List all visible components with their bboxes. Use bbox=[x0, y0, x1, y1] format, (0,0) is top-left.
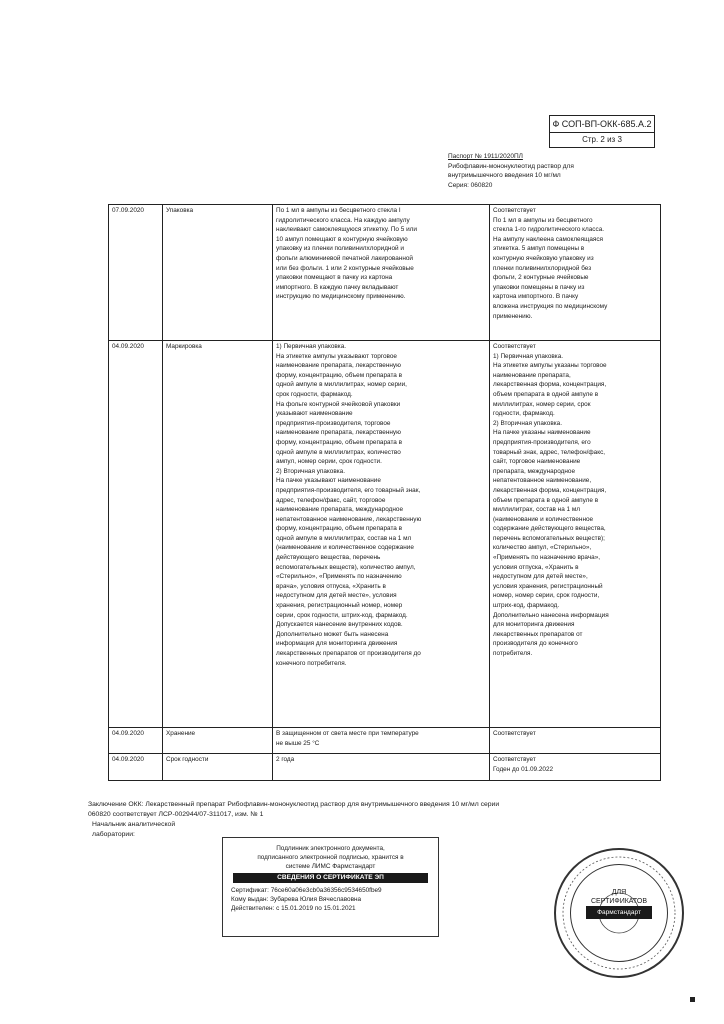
result-line: картона импортного. В пачку bbox=[493, 293, 579, 301]
result-line: Соответствует bbox=[493, 730, 536, 737]
result-line: препарата, международное bbox=[493, 467, 576, 475]
result-line: предприятия-производителя, его bbox=[493, 438, 591, 446]
requirement-line: одной ампуле в миллилитрах, состав на 1 мл bbox=[276, 534, 412, 542]
result-line: этикетка. 5 ампул помещены в bbox=[493, 245, 585, 253]
result-line: объем препарата в одной ампуле в bbox=[493, 496, 599, 504]
requirement-line: В защищенном от света месте при температуре bbox=[276, 730, 419, 737]
requirement-line: серии, срок годности, штрих-код, фармакод. bbox=[276, 611, 408, 619]
result-line: номер, номер серии, срок годности, bbox=[493, 592, 600, 600]
requirement-line: непатентованное наименование, лекарственную bbox=[276, 515, 422, 523]
result-line: 2) Вторичная упаковка. bbox=[493, 419, 562, 427]
table-body bbox=[109, 205, 661, 781]
requirement-line: конечного потребителя. bbox=[276, 659, 347, 667]
requirement-line: импортного. В каждую пачку вкладывают bbox=[276, 283, 399, 291]
conclusion bbox=[88, 800, 648, 840]
table-row bbox=[109, 754, 661, 781]
requirement-line: хранения, регистрационный номер, номер bbox=[276, 602, 403, 610]
indicator-cell: Хранение bbox=[163, 728, 273, 754]
requirement-line: форму, концентрацию, объем препарата в bbox=[276, 525, 403, 533]
date-cell: 07.09.2020 bbox=[109, 205, 163, 341]
indicator-cell: Маркировка bbox=[163, 341, 273, 728]
requirement-line: действующего вещества, перечень bbox=[276, 554, 381, 562]
product-name-line-1: Рибофлавин-мононуклеотид раствор для bbox=[448, 162, 574, 170]
certificate-owner: Кому выдан: Зубарева Юлия Вячеславовна bbox=[231, 896, 362, 903]
result-cell bbox=[490, 205, 661, 341]
conclusion-line-1: Заключение ОКК: Лекарственный препарат Рибофлавин-мононуклеотид раствор для внутримышечного введения 10 мг/мл серии bbox=[88, 801, 500, 808]
result-line: условия хранения, регистрационный bbox=[493, 582, 603, 590]
form-code: Ф СОП-ВП-ОКК-685.А.2 bbox=[549, 115, 655, 133]
table-row bbox=[109, 341, 661, 728]
result-line: сайт, торговое наименование bbox=[493, 458, 581, 466]
requirement-line: фольги алюминиевой печатной лакированной bbox=[276, 254, 413, 262]
date-cell: 04.09.2020 bbox=[109, 754, 163, 781]
requirement-line: 10 ампул помещают в контурную ячейковую bbox=[276, 235, 408, 243]
requirement-line: врача», условия отпуска, «Хранить в bbox=[276, 582, 386, 590]
esign-line-2: подписанного электронной подписью, хранится в bbox=[257, 854, 404, 861]
date-cell: 04.09.2020 bbox=[109, 341, 163, 728]
requirement-cell bbox=[273, 341, 490, 728]
requirement-line: указывают наименование bbox=[276, 410, 353, 418]
result-line: условия отпуска, «Хранить в bbox=[493, 563, 579, 571]
result-cell bbox=[490, 728, 661, 754]
indicator-cell: Упаковка bbox=[163, 205, 273, 341]
result-line: лекарственная форма, концентрация, bbox=[493, 486, 607, 494]
product-name-line-2: внутримышечного введения 10 мг/мл bbox=[448, 172, 561, 179]
result-line: упаковки помещены в пачку из bbox=[493, 283, 585, 291]
result-line: производителя до конечного bbox=[493, 640, 578, 648]
result-line: миллилитрах, номер серии, срок bbox=[493, 400, 591, 408]
corner-mark bbox=[690, 997, 695, 1002]
result-line: объем препарата в одной ампуле в bbox=[493, 390, 599, 398]
result-line: товарный знак, адрес, телефон/факс, bbox=[493, 448, 606, 456]
requirement-line: информация для мониторинга движения bbox=[276, 640, 398, 648]
result-line: недоступном для детей месте», bbox=[493, 573, 588, 581]
esign-header bbox=[223, 844, 438, 871]
requirement-line: одной ампуле в миллилитрах, количество bbox=[276, 448, 401, 456]
result-line: По 1 мл в ампулы из бесцветного bbox=[493, 216, 593, 224]
requirement-line: одной ампуле в миллилитрах, номер серии, bbox=[276, 381, 407, 389]
requirement-line: форму, концентрацию, объем препарата в bbox=[276, 438, 403, 446]
result-line: На пачке указаны наименование bbox=[493, 429, 591, 437]
date-cell: 04.09.2020 bbox=[109, 728, 163, 754]
requirement-line: упаковку из пленки поливинилхлоридной и bbox=[276, 245, 404, 253]
indicator-cell: Срок годности bbox=[163, 754, 273, 781]
requirement-line: инструкцию по медицинскому применению. bbox=[276, 293, 406, 301]
requirement-line: наклеивают самоклеящуюся этикетку. По 5 или bbox=[276, 226, 417, 234]
requirement-line: По 1 мл в ампулы из бесцветного стекла I bbox=[276, 207, 401, 214]
result-line: штрих-код, фармакод. bbox=[493, 602, 560, 610]
result-line: Соответствует bbox=[493, 343, 536, 350]
page-number: Стр. 2 из 3 bbox=[549, 133, 655, 148]
result-line: перечень вспомогательных веществ); bbox=[493, 534, 605, 542]
result-line: Соответствует bbox=[493, 756, 536, 763]
result-line: Годен до 01.09.2022 bbox=[493, 765, 554, 773]
requirement-line: Допускается нанесение внутренних кодов. bbox=[276, 621, 403, 629]
esign-line-3: системе ЛИМС Фармстандарт bbox=[285, 863, 376, 870]
requirement-line: 2 года bbox=[276, 756, 295, 763]
result-line: пленки поливинилхлоридной без bbox=[493, 264, 592, 272]
result-line: фольги, 2 контурные ячейковые bbox=[493, 274, 589, 282]
requirement-line: предприятия-производителя, его товарный знак, bbox=[276, 486, 421, 494]
requirement-cell bbox=[273, 754, 490, 781]
result-line: На этикетке ампулы указаны торговое bbox=[493, 362, 607, 370]
esign-line-1: Подлинник электронного документа, bbox=[276, 845, 385, 852]
result-cell bbox=[490, 754, 661, 781]
requirement-line: 2) Вторичная упаковка. bbox=[276, 467, 345, 475]
requirement-cell bbox=[273, 728, 490, 754]
passport-header bbox=[448, 152, 658, 190]
result-line: 1) Первичная упаковка. bbox=[493, 352, 564, 360]
requirement-line: упаковки помещают в пачку из картона bbox=[276, 274, 393, 282]
requirement-line: наименование препарата, международное bbox=[276, 506, 403, 514]
result-line: лекарственных препаратов от bbox=[493, 630, 583, 638]
result-line: содержание действующего вещества, bbox=[493, 525, 606, 533]
conclusion-line-2: 060820 соответствует ЛСР-002944/07-311017, изм. № 1 bbox=[88, 811, 264, 818]
result-line: «Применять по назначению врача», bbox=[493, 554, 601, 562]
result-line: миллилитрах, состав на 1 мл bbox=[493, 506, 580, 514]
certificate-banner: СВЕДЕНИЯ О СЕРТИФИКАТЕ ЭП bbox=[233, 873, 428, 883]
result-cell bbox=[490, 341, 661, 728]
test-results-table bbox=[108, 204, 661, 781]
result-line: Дополнительно нанесена информация bbox=[493, 611, 609, 619]
requirement-line: Дополнительно может быть нанесена bbox=[276, 630, 389, 638]
signer-title-line-2: лаборатории: bbox=[92, 831, 135, 838]
result-line: наименование препарата, bbox=[493, 371, 571, 379]
result-line: количество ампул, «Стерильно», bbox=[493, 544, 592, 552]
requirement-line: или без фольги. 1 или 2 контурные ячейковые bbox=[276, 264, 414, 272]
result-line: годности, фармакод. bbox=[493, 410, 555, 418]
company-seal bbox=[554, 848, 684, 978]
requirement-cell bbox=[273, 205, 490, 341]
requirement-line: 1) Первичная упаковка. bbox=[276, 343, 347, 350]
table-row bbox=[109, 205, 661, 341]
result-line: На ампулу наклеена самоклеящаяся bbox=[493, 235, 603, 243]
certificate-validity: Действителен: с 15.01.2019 по 15.01.2021 bbox=[231, 905, 356, 912]
requirement-line: «Стерильно», «Применять по назначению bbox=[276, 573, 402, 581]
certificate-number: Сертификат: 76ce60a06e3cb0a36356c9534650fbe9 bbox=[231, 887, 382, 894]
seal-label-2: СЕРТИФИКАТОВ bbox=[590, 898, 647, 905]
requirement-line: лекарственных препаратов от производителя до bbox=[276, 650, 421, 657]
requirement-line: недоступном для детей месте», условия bbox=[276, 592, 397, 600]
result-line: для мониторинга движения bbox=[493, 621, 575, 629]
requirement-line: На фольге контурной ячейковой упаковки bbox=[276, 400, 401, 408]
requirement-line: форму, концентрацию, объем препарата в bbox=[276, 371, 403, 379]
requirement-line: предприятия-производителя, торговое bbox=[276, 419, 391, 427]
requirement-line: На этикетке ампулы указывают торговое bbox=[276, 352, 397, 360]
result-line: (наименование и количественное bbox=[493, 515, 594, 523]
result-line: лекарственная форма, концентрация, bbox=[493, 381, 607, 389]
result-line: Соответствует bbox=[493, 207, 536, 214]
result-line: стекла 1-го гидролитического класса. bbox=[493, 226, 605, 234]
requirement-line: срок годности, фармакод. bbox=[276, 390, 353, 398]
requirement-line: не выше 25 °С bbox=[276, 739, 320, 747]
requirement-line: (наименование и количественное содержание bbox=[276, 544, 414, 552]
signer-title-line-1: Начальник аналитической bbox=[92, 821, 176, 828]
result-line: контурную ячейковую упаковку из bbox=[493, 254, 594, 262]
result-line: вложена инструкция по медицинскому bbox=[493, 302, 608, 310]
electronic-signature-stamp bbox=[222, 837, 439, 937]
series-number: Серия: 060820 bbox=[448, 181, 493, 189]
seal-logo: Фармстандарт bbox=[586, 906, 652, 919]
result-line: потребителя. bbox=[493, 650, 533, 657]
seal-label-1: ДЛЯ bbox=[611, 889, 627, 896]
requirement-line: вспомогательных веществ), количество ампул, bbox=[276, 563, 416, 571]
result-line: применению. bbox=[493, 312, 533, 320]
requirement-line: наименование препарата, лекарственную bbox=[276, 362, 401, 370]
requirement-line: На пачке указывают наименование bbox=[276, 477, 381, 485]
requirement-line: наименование препарата, лекарственную bbox=[276, 429, 401, 437]
requirement-line: гидролитического класса. На каждую ампулу bbox=[276, 216, 410, 224]
result-line: непатентованное наименование, bbox=[493, 477, 592, 485]
passport-number: Паспорт № 1911/2020ПЛ bbox=[448, 153, 523, 160]
table-row bbox=[109, 728, 661, 754]
requirement-line: ампул, номер серии, срок годности. bbox=[276, 458, 382, 466]
requirement-line: адрес, телефон/факс, сайт, торговое bbox=[276, 496, 386, 504]
